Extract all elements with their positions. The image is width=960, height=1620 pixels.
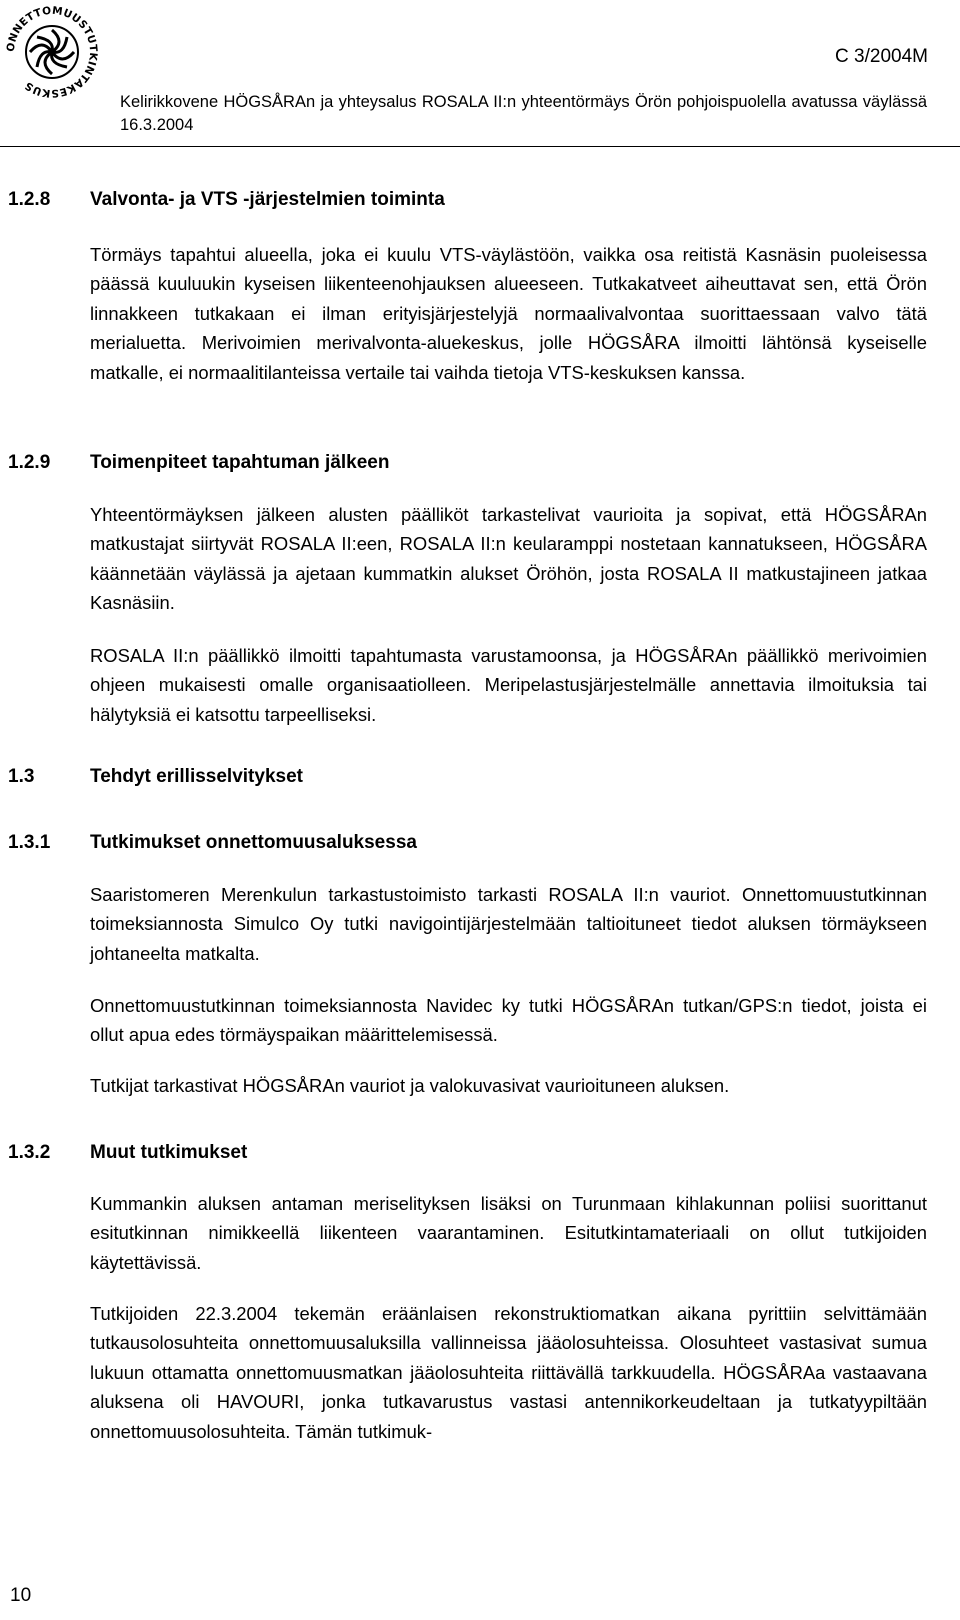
section-number-1-3: 1.3 [8, 766, 35, 787]
section-number-1-3-1: 1.3.1 [8, 832, 51, 853]
onnettomuustutkintakeskus-logo [0, 0, 104, 104]
paragraph-1-3-1-a: Saaristomeren Merenkulun tarkastustoimisto tarkasti ROSALA II:n vauriot. Onnettomuustutkinnan toimeksiannosta Simulco Oy tutki navigointijärjestelmään taltioituneet tiedot aluksen törmäykseen johtaneelta matkalta. [90, 884, 927, 964]
report-id: C 3/2004M [835, 46, 928, 67]
paragraph-1-3-1-c: Tutkijat tarkastivat HÖGSÅRAn vauriot ja valokuvasivat vaurioituneen aluksen. [90, 1075, 730, 1096]
section-heading-1-2-8: Valvonta- ja VTS -järjestelmien toiminta [90, 189, 445, 210]
paragraph-1-3-2-b: Tutkijoiden 22.3.2004 tekemän eräänlaisen rekonstruktiomatkan aikana pyrittiin selvittämään tutkausolosuhteita onnettomuusaluksilla vallinneissa jääolosuhteissa. Olosuhteet vastasivat sumua lukuun ottamatta onnettomuusmatkan jääolosuhteita riittävällä tarkkuudella. HÖGSÅRAa vastaavana aluksena oli HAVOURI, jonka tutkavarustus vastasi antennikorkeudeltaan ja tutkatyypiltään onnettomuusolosuhteita. Tämän tutkimuk- [90, 1303, 927, 1442]
page-number: 10 [10, 1585, 32, 1606]
paragraph-1-2-9-a: Yhteentörmäyksen jälkeen alusten päälliköt tarkastelivat vaurioita ja sopivat, että HÖGSÅRAn matkustajat siirtyvät ROSALA II:een, ROSALA II:n keularamppi nostetaan kannatukseen, HÖGSÅRA käännetään väylässä ja ajetaan kummatkin alukset Öröhön, josta ROSALA II matkustajineen jatkaa Kasnäsiin. [90, 504, 927, 614]
paragraph-1-2-9-b: ROSALA II:n päällikkö ilmoitti tapahtumasta varustamoonsa, ja HÖGSÅRAn päällikkö merivoimien ohjeen mukaisesti omalle organisaatiolleen. Meripelastusjärjestelmälle annettavia ilmoituksia tai hälytyksiä ei katsottu tarpeelliseksi. [90, 645, 927, 725]
section-heading-1-2-9: Toimenpiteet tapahtuman jälkeen [90, 452, 390, 473]
paragraph-1-2-8: Törmäys tapahtui alueella, joka ei kuulu VTS-väylästöön, vaikka osa reitistä Kasnäsin puoleisessa päässä kuuluukin kyseisen liikenteenohjauksen alueeseen. Tutkakatveet aiheuttavat sen, että Örön linnakkeen tutkakaan ei ilman erityisjärjestelyjä normaalivalvontaa suorittaessaan valvo tätä merialuetta. Merivoimien merivalvonta-aluekeskus, jolle HÖGSÅRA ilmoitti lähtönsä kyseiselle matkalle, ei normaalitilanteissa vertaile tai vaihda tietoja VTS-keskuksen kanssa. [90, 244, 927, 383]
section-heading-1-3: Tehdyt erillisselvitykset [90, 766, 303, 787]
section-heading-1-3-2: Muut tutkimukset [90, 1142, 248, 1163]
section-number-1-2-8: 1.2.8 [8, 189, 51, 210]
section-number-1-3-2: 1.3.2 [8, 1142, 51, 1163]
report-title: Kelirikkovene HÖGSÅRAn ja yhteysalus ROSALA II:n yhteentörmäys Örön pohjoispuolella avatussa väylässä 16.3.2004 [120, 93, 927, 134]
header-divider [0, 146, 960, 147]
section-number-1-2-9: 1.2.9 [8, 452, 51, 473]
paragraph-1-3-2-a: Kummankin aluksen antaman meriselityksen lisäksi on Turunmaan kihlakunnan poliisi suorittanut esitutkinnan nimikkeellä liikenteen vaarantaminen. Esitutkintamateriaali on ollut tutkijoiden käytettävissä. [90, 1193, 927, 1273]
paragraph-1-3-1-b: Onnettomuustutkinnan toimeksiannosta Navidec ky tutki HÖGSÅRAn tutkan/GPS:n tiedot, joista ei ollut apua edes törmäyspaikan määrittelemisessä. [90, 995, 927, 1046]
section-heading-1-3-1: Tutkimukset onnettomuusaluksessa [90, 832, 417, 853]
logo-text: ONNETTOMUUSTUTKINTAKESKUS [4, 4, 100, 100]
